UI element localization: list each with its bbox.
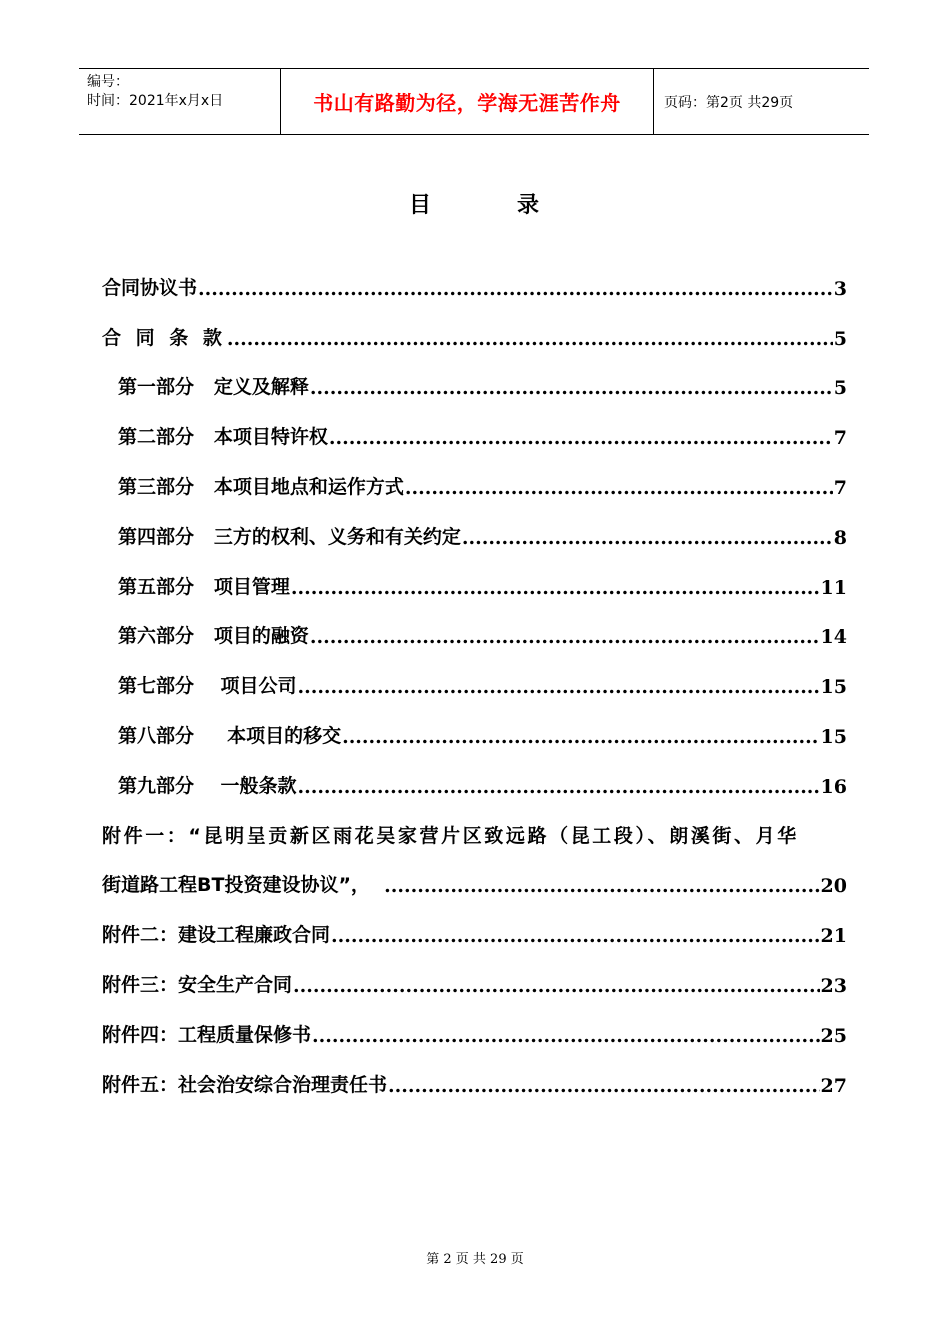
toc-entry-label: 第六部分 项目的融资 — [118, 625, 309, 648]
toc-entry[interactable] — [102, 897, 847, 947]
page-footer: 第 2 页 共 29 页 — [426, 1252, 524, 1267]
toc-entry[interactable] — [102, 250, 847, 300]
toc-entry[interactable] — [102, 848, 847, 898]
toc-entry-page: 20 — [820, 875, 847, 898]
toc-entry[interactable] — [102, 648, 847, 698]
toc-entry-page: 27 — [820, 1074, 847, 1097]
header-motto: 书山有路勤为径，学海无涯苦作舟 — [281, 69, 654, 134]
toc-entry-label: 第八部分 本项目的移交 — [118, 724, 342, 747]
toc-entry-page: 5 — [833, 377, 847, 400]
document-time: 时间：2021年x月x日 — [87, 93, 224, 109]
toc-entry[interactable] — [102, 798, 847, 848]
toc-entry-label: 第二部分 本项目特许权 — [118, 426, 328, 449]
toc-entry-page: 7 — [833, 476, 847, 499]
toc-entry-label: 第七部分 项目公司 — [118, 675, 297, 698]
toc-entry-label: 第三部分 本项目地点和运作方式 — [118, 475, 404, 498]
toc-entry-label: 附件四：工程质量保修书 — [102, 1023, 312, 1046]
toc-entry-label: 第四部分 三方的权利、义务和有关约定 — [118, 525, 461, 548]
toc-entry[interactable] — [102, 399, 847, 449]
toc-entry-label: 合同协议书 — [102, 276, 198, 299]
toc-entry-page: 8 — [833, 526, 847, 549]
toc-entry-label: 合 同 条 款 — [102, 326, 226, 349]
toc-entry[interactable] — [102, 350, 847, 400]
toc-entry-label: 第一部分 定义及解释 — [118, 376, 309, 399]
toc-title-left: 目 — [408, 193, 433, 218]
toc-entry[interactable] — [102, 698, 847, 748]
toc-entry-page: 21 — [820, 925, 847, 948]
toc-entry[interactable] — [102, 997, 847, 1047]
toc-entry-page: 23 — [820, 974, 847, 997]
toc-entry[interactable] — [102, 1047, 847, 1097]
toc-entry-label: 附件二：建设工程廉政合同 — [102, 924, 331, 947]
toc-entry-page: 3 — [833, 277, 847, 300]
header-meta — [79, 69, 281, 134]
document-number: 编号： — [87, 74, 129, 90]
toc-entry-label: 第九部分 一般条款 — [118, 774, 297, 797]
toc-entry[interactable] — [102, 300, 847, 350]
toc-entry[interactable] — [102, 549, 847, 599]
toc-entry-label: 街道路工程BT投资建设协议”， — [102, 874, 384, 897]
header-page-info: 页码：第2页 共29页 — [664, 94, 794, 111]
table-of-contents — [102, 250, 847, 1097]
toc-entry-label: 附件三：安全生产合同 — [102, 973, 293, 996]
toc-entry[interactable] — [102, 947, 847, 997]
toc-entry-page: 5 — [833, 327, 847, 350]
toc-entry-page: 16 — [820, 775, 847, 798]
toc-entry[interactable] — [102, 599, 847, 649]
toc-entry[interactable] — [102, 449, 847, 499]
toc-title-right: 录 — [517, 193, 542, 218]
toc-title — [0, 188, 950, 219]
toc-entry-label: 附件一：“昆明呈贡新区雨花吴家营片区致远路（昆工段）、朗溪街、月华 — [102, 824, 799, 847]
toc-entry-page: 7 — [833, 427, 847, 450]
toc-entry-page: 11 — [820, 576, 847, 599]
toc-entry-page: 25 — [820, 1024, 847, 1047]
toc-entry[interactable] — [102, 748, 847, 798]
toc-entry-page: 15 — [820, 676, 847, 699]
page-header — [79, 68, 869, 135]
toc-entry-label: 第五部分 项目管理 — [118, 575, 290, 598]
toc-entry[interactable] — [102, 499, 847, 549]
toc-entry-label: 附件五：社会治安综合治理责任书 — [102, 1073, 388, 1096]
toc-entry-page: 15 — [820, 725, 847, 748]
toc-entry-page: 14 — [820, 626, 847, 649]
